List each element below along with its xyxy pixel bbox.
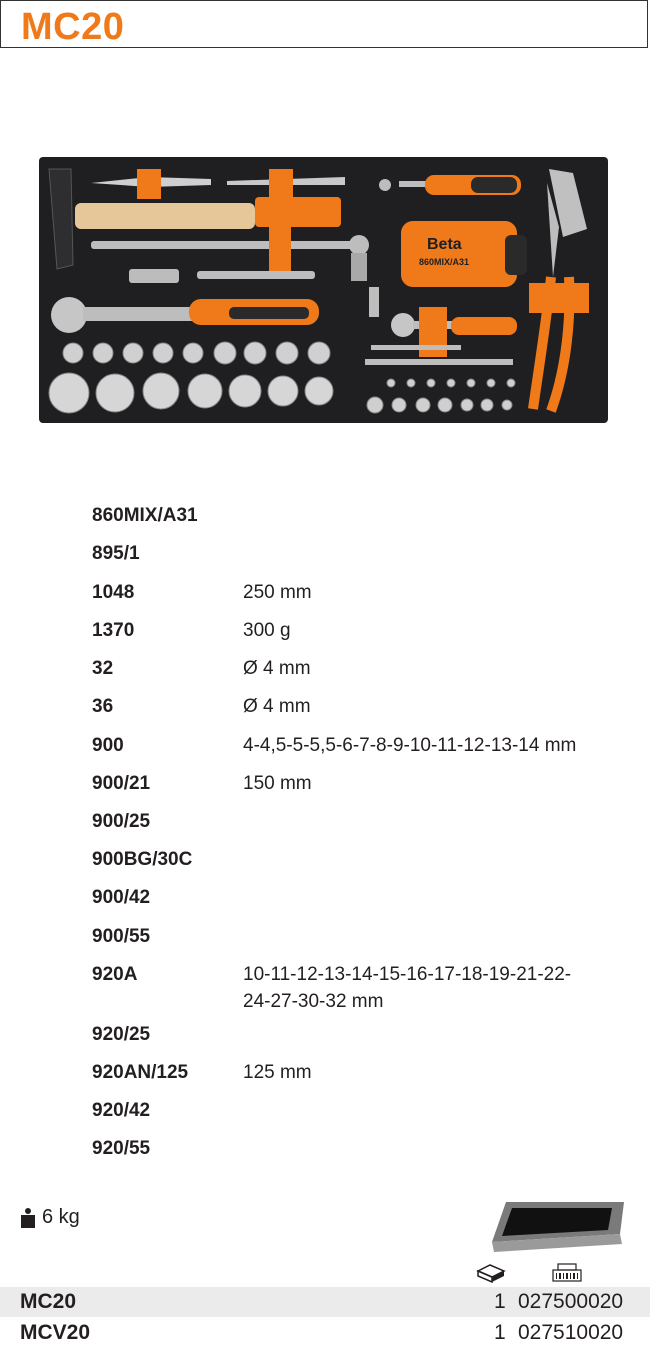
weight-text: 6 kg (42, 1206, 80, 1228)
spec-code: 900BG/30C (92, 849, 193, 870)
order-qty: 1 (494, 1321, 506, 1344)
spec-code: 920/42 (92, 1100, 151, 1121)
spec-value: Ø 4 mm (243, 658, 311, 679)
drawer-tray-image (488, 1198, 628, 1254)
tool-tray-image (39, 157, 608, 423)
spec-code: 900/25 (92, 811, 151, 832)
spec-value: 125 mm (243, 1062, 312, 1083)
tray-logo-brand: Beta (427, 236, 462, 253)
spec-code: 36 (92, 696, 114, 717)
spec-code: 900/55 (92, 926, 151, 947)
spec-code: 32 (92, 658, 114, 679)
spec-value: 10-11-12-13-14-15-16-17-18-19-21-22- (243, 964, 572, 985)
spec-value: 250 mm (243, 582, 312, 603)
header-box (0, 0, 648, 48)
order-row (0, 1318, 650, 1348)
spec-code: 900 (92, 735, 124, 756)
weight-icon (20, 1207, 36, 1229)
spec-code: 920/55 (92, 1138, 151, 1159)
spec-value: Ø 4 mm (243, 696, 311, 717)
spec-code: 920AN/125 (92, 1062, 189, 1083)
order-number: 027500020 (518, 1290, 624, 1313)
weight-info (20, 1206, 80, 1229)
order-code: MCV20 (20, 1321, 91, 1344)
spec-value: 150 mm (243, 773, 312, 794)
tray-logo-case-label: 860MIX/A31 (419, 257, 470, 267)
order-row (0, 1287, 650, 1317)
page-title: MC20 (21, 6, 125, 48)
spec-value-continued: 24-27-30-32 mm (243, 991, 384, 1012)
spec-code: 860MIX/A31 (92, 505, 198, 526)
spec-code: 900/42 (92, 887, 151, 908)
spec-value: 300 g (243, 620, 291, 641)
order-qty: 1 (494, 1290, 506, 1313)
order-number: 027510020 (518, 1321, 624, 1344)
spec-code: 900/21 (92, 773, 151, 794)
spec-code: 920/25 (92, 1024, 151, 1045)
barcode-icon (552, 1263, 582, 1283)
spec-code: 920A (92, 964, 138, 985)
tray-pack-icon (476, 1263, 506, 1283)
order-code: MC20 (20, 1290, 77, 1313)
spec-code: 1048 (92, 582, 135, 603)
spec-value: 4-4,5-5-5,5-6-7-8-9-10-11-12-13-14 mm (243, 735, 577, 756)
spec-code: 1370 (92, 620, 135, 641)
spec-code: 895/1 (92, 543, 140, 564)
